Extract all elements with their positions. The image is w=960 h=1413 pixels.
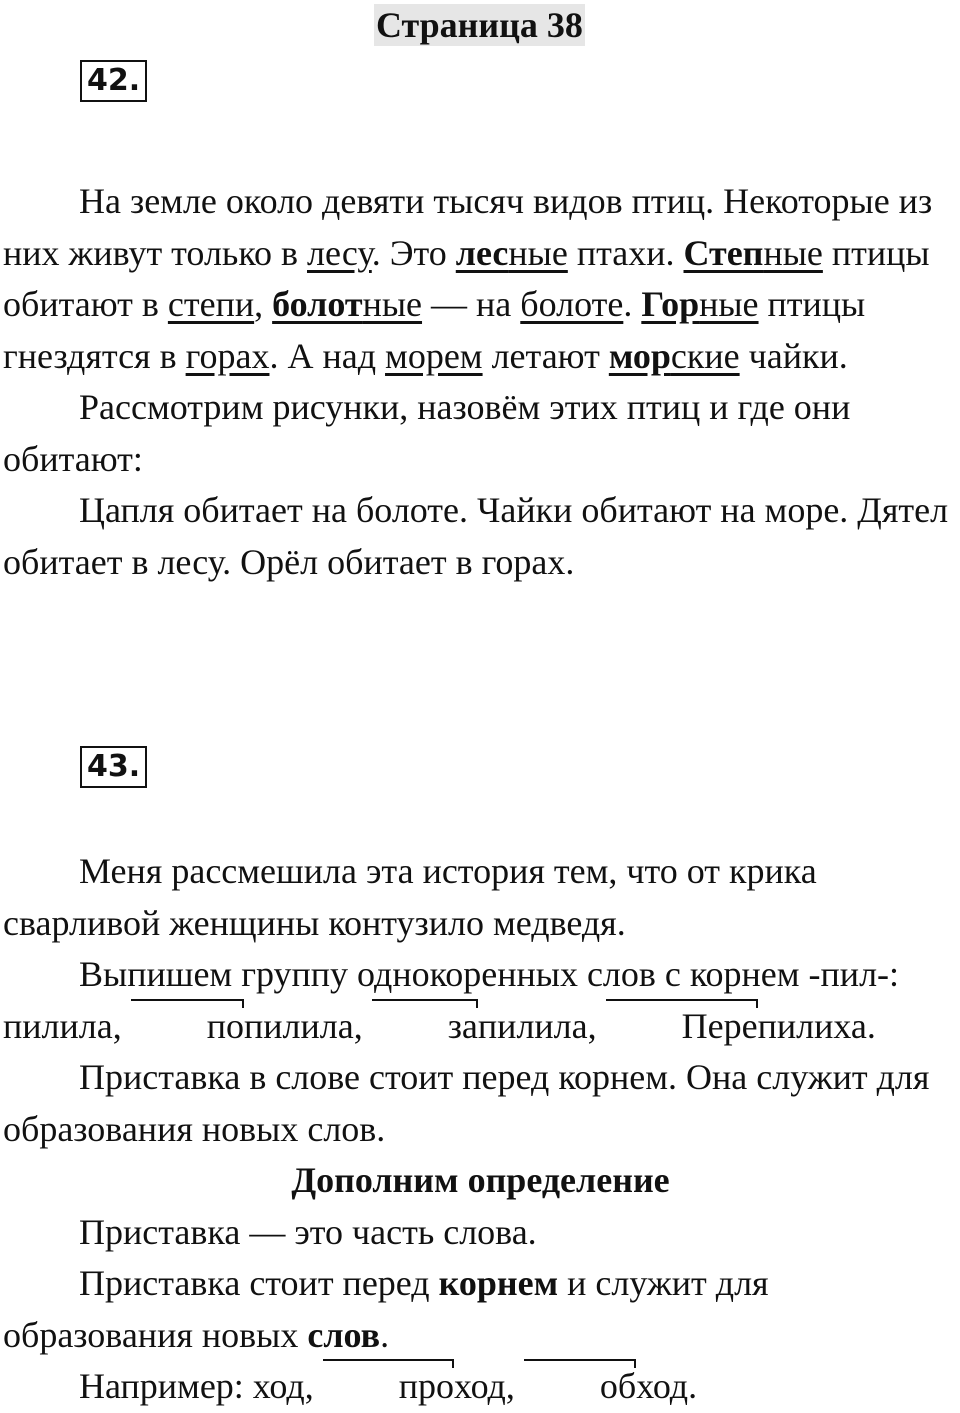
prefix-mark: Пере (606, 1001, 758, 1053)
task-43-paragraph-6: Например: ход, проход, обход. (3, 1361, 958, 1413)
task-42-paragraph-3: Цапля обитает на болоте. Чайки обитают на море. Дятел обитает в лесу. Орёл обитает в горах. (3, 490, 949, 582)
task-42-paragraph-1: На земле около девяти тысяч видов птиц. Некоторые из них живут только в лесу. Это лесные птахи. Степные птицы обитают в степи, болотные — на болоте. Горные птицы гнездятся в горах. А над морем летают морские чайки. (3, 181, 933, 376)
prefix-mark: по (131, 1001, 244, 1053)
task-43-paragraph-1: Меня рассмешила эта история тем, что от крика сварливой женщины контузило медведя. (3, 851, 817, 943)
bold-word: корнем (438, 1263, 559, 1303)
prefix-mark: про (323, 1361, 454, 1413)
task-43-paragraph-2: Выпишем группу однокоренных слов с корнем -пил-: пилила, попилила, запилила, Перепилиха. (3, 949, 958, 1052)
task-43-paragraph-4: Приставка — это часть слова. (79, 1211, 537, 1252)
root-bold: Степ (683, 232, 764, 273)
prefix-mark: за (372, 1001, 478, 1053)
task-43-text (3, 846, 958, 1413)
underlined-word: лесу (307, 232, 372, 273)
task-42-paragraph-2: Рассмотрим рисунки, назовём этих птиц и где они обитают: (3, 387, 851, 479)
prefix-mark: об (524, 1361, 636, 1413)
task-number-43: 43. (80, 746, 147, 788)
underlined-word: горах (185, 335, 270, 376)
root-bold: мор (608, 335, 671, 376)
bold-word: слов (307, 1314, 381, 1355)
root-bold: лес (455, 232, 509, 273)
page-title: Страница 38 (376, 5, 583, 45)
underlined-word: болоте (520, 284, 624, 324)
underlined-word: морем (385, 335, 483, 376)
root-bold: Гор (641, 284, 700, 324)
underlined-word: степи (167, 284, 255, 324)
section-heading: Дополним определение (291, 1160, 670, 1200)
task-43-paragraph-3: Приставка в слове стоит перед корнем. Она служит для образования новых слов. (3, 1057, 930, 1149)
task-42-text (3, 176, 958, 588)
task-43-paragraph-5: Приставка стоит перед корнем и служит для образования новых слов. (3, 1263, 769, 1355)
root-bold: болот (272, 284, 363, 324)
task-number-42: 42. (80, 60, 147, 102)
